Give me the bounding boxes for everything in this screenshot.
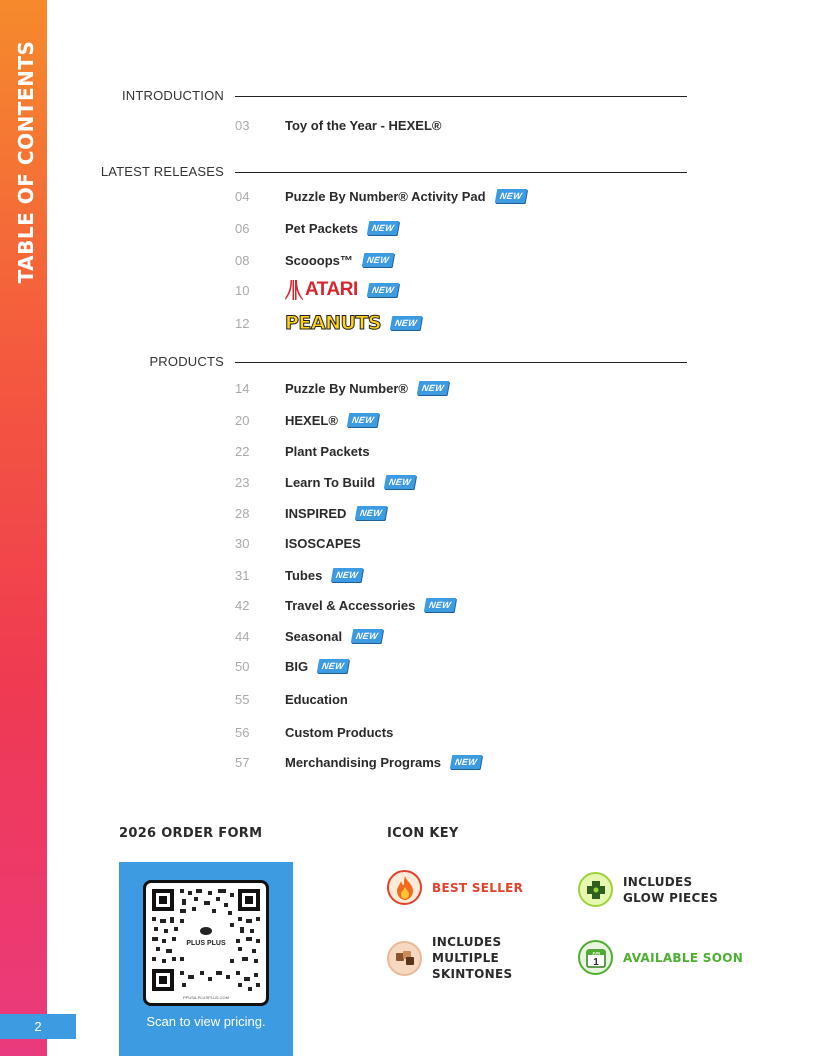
toc-entry-merchandising-programs[interactable] [235, 751, 481, 773]
entry-title: Toy of the Year - HEXEL® [285, 117, 442, 133]
new-badge: NEW [384, 475, 416, 489]
toc-entry-plant-packets[interactable] [235, 440, 370, 462]
sidebar-title: TABLE OF CONTENTS [14, 40, 38, 284]
skintones-line3: SKINTONES [432, 967, 513, 981]
page-number: 2 [0, 1014, 76, 1039]
toc-entry-hexel[interactable] [235, 409, 378, 431]
new-badge: NEW [317, 659, 349, 673]
toc-entry-peanuts[interactable] [235, 312, 421, 334]
key-glow-pieces [578, 872, 718, 907]
entry-title: Plant Packets [285, 443, 370, 459]
toc-entry-pbn-activity-pad[interactable] [235, 185, 525, 207]
new-badge: NEW [367, 283, 399, 297]
entry-page-number: 56 [235, 724, 250, 740]
glow-pieces-line2: GLOW PIECES [623, 890, 719, 905]
toc-entry-custom-products[interactable] [235, 721, 393, 743]
new-badge: NEW [331, 568, 363, 582]
toc-entry-inspired[interactable] [235, 502, 386, 524]
toc-entry-hexel-toy-of-year[interactable] [235, 114, 441, 136]
entry-title: Travel & Accessories [285, 597, 416, 613]
entry-page-number: 42 [235, 597, 250, 613]
entry-title: Puzzle By Number® Activity Pad [285, 188, 486, 204]
entry-page-number: 04 [235, 188, 250, 204]
atari-logo [285, 279, 358, 301]
entry-page-number: 14 [235, 380, 250, 396]
qr-code-graphic [146, 883, 266, 1003]
entry-title: Tubes [285, 567, 323, 583]
skintones-label [432, 934, 512, 982]
key-multiple-skintones [387, 934, 512, 982]
entry-title: Seasonal [285, 628, 343, 644]
key-available-soon [578, 940, 743, 975]
entry-page-number: 12 [235, 315, 250, 331]
entry-page-number: 23 [235, 474, 250, 490]
toc-entry-education[interactable] [235, 688, 348, 710]
new-badge: NEW [355, 506, 387, 520]
toc-entry-tubes[interactable] [235, 564, 362, 586]
peanuts-logo: PEANUTS [285, 311, 382, 334]
entry-title: Learn To Build [285, 474, 376, 490]
entry-title: HEXEL® [285, 412, 338, 428]
toc-entry-learn-to-build[interactable] [235, 471, 415, 493]
entry-page-number: 44 [235, 628, 250, 644]
entry-page-number: 03 [235, 117, 250, 133]
entry-title: INSPIRED [285, 505, 347, 521]
new-badge: NEW [367, 221, 399, 235]
section-introduction [60, 88, 687, 108]
sidebar [0, 0, 47, 1056]
skintones-line2: MULTIPLE [432, 951, 500, 965]
entry-page-number: 55 [235, 691, 250, 707]
entry-page-number: 22 [235, 443, 250, 459]
new-badge: NEW [390, 316, 422, 330]
section-label: INTRODUCTION [121, 88, 224, 103]
new-badge: NEW [417, 381, 449, 395]
order-form-heading: 2026 ORDER FORM [119, 826, 263, 841]
entry-title: Merchandising Programs [285, 754, 442, 770]
flame-icon [387, 870, 422, 905]
toc-entry-scooops[interactable] [235, 249, 393, 271]
qr-code[interactable] [143, 880, 269, 1006]
new-badge: NEW [362, 253, 394, 267]
calendar-month: JUN [591, 949, 600, 955]
entry-page-number: 31 [235, 567, 250, 583]
toc-entry-seasonal[interactable] [235, 625, 382, 647]
glow-piece-icon [578, 872, 613, 907]
entry-title: Scooops™ [285, 252, 353, 268]
toc-entry-pet-packets[interactable] [235, 217, 398, 239]
entry-title: Custom Products [285, 724, 394, 740]
entry-page-number: 57 [235, 754, 250, 770]
entry-page-number: 28 [235, 505, 250, 521]
entry-title: Puzzle By Number® [285, 380, 408, 396]
calendar-day: 1 [592, 956, 599, 968]
entry-title: Education [285, 691, 348, 707]
toc-entry-isoscapes[interactable] [235, 532, 361, 554]
skintones-line1: INCLUDES [432, 935, 502, 949]
order-form-card[interactable] [119, 862, 293, 1056]
skintone-icon [387, 941, 422, 976]
best-seller-label: BEST SELLER [432, 880, 524, 895]
new-badge: NEW [424, 598, 456, 612]
section-label: LATEST RELEASES [100, 164, 224, 179]
atari-fuji-icon [285, 280, 303, 300]
section-divider [235, 362, 687, 363]
entry-page-number: 06 [235, 220, 250, 236]
new-badge: NEW [450, 755, 482, 769]
new-badge: NEW [494, 189, 526, 203]
entry-page-number: 30 [235, 535, 250, 551]
glow-pieces-line1: INCLUDES [623, 874, 693, 889]
section-label: PRODUCTS [149, 354, 224, 369]
entry-title: ISOSCAPES [285, 535, 361, 551]
entry-page-number: 50 [235, 658, 250, 674]
entry-page-number: 08 [235, 252, 250, 268]
toc-entry-puzzle-by-number[interactable] [235, 377, 448, 399]
qr-url-text: PPUSA.PLUSPLUS.COM [182, 995, 230, 1000]
entry-title: Pet Packets [285, 220, 358, 236]
section-products [60, 354, 687, 374]
qr-logo-text: PLUS PLUS [186, 940, 226, 947]
order-form-caption: Scan to view pricing. [146, 1014, 266, 1029]
key-best-seller [387, 870, 523, 905]
section-divider [235, 96, 687, 97]
toc-entry-travel-accessories[interactable] [235, 594, 455, 616]
glow-pieces-label [623, 874, 718, 906]
section-divider [235, 172, 687, 173]
new-badge: NEW [347, 413, 379, 427]
available-soon-label: AVAILABLE SOON [623, 950, 744, 965]
entry-title: BIG [285, 658, 309, 674]
entry-page-number: 10 [235, 282, 250, 298]
toc-entry-atari[interactable] [235, 279, 398, 301]
icon-key-heading: ICON KEY [387, 826, 459, 841]
calendar-icon [578, 940, 613, 975]
entry-page-number: 20 [235, 412, 250, 428]
new-badge: NEW [351, 629, 383, 643]
atari-wordmark: ATARI [305, 279, 358, 300]
section-latest-releases [60, 164, 687, 184]
toc-entry-big[interactable] [235, 655, 348, 677]
